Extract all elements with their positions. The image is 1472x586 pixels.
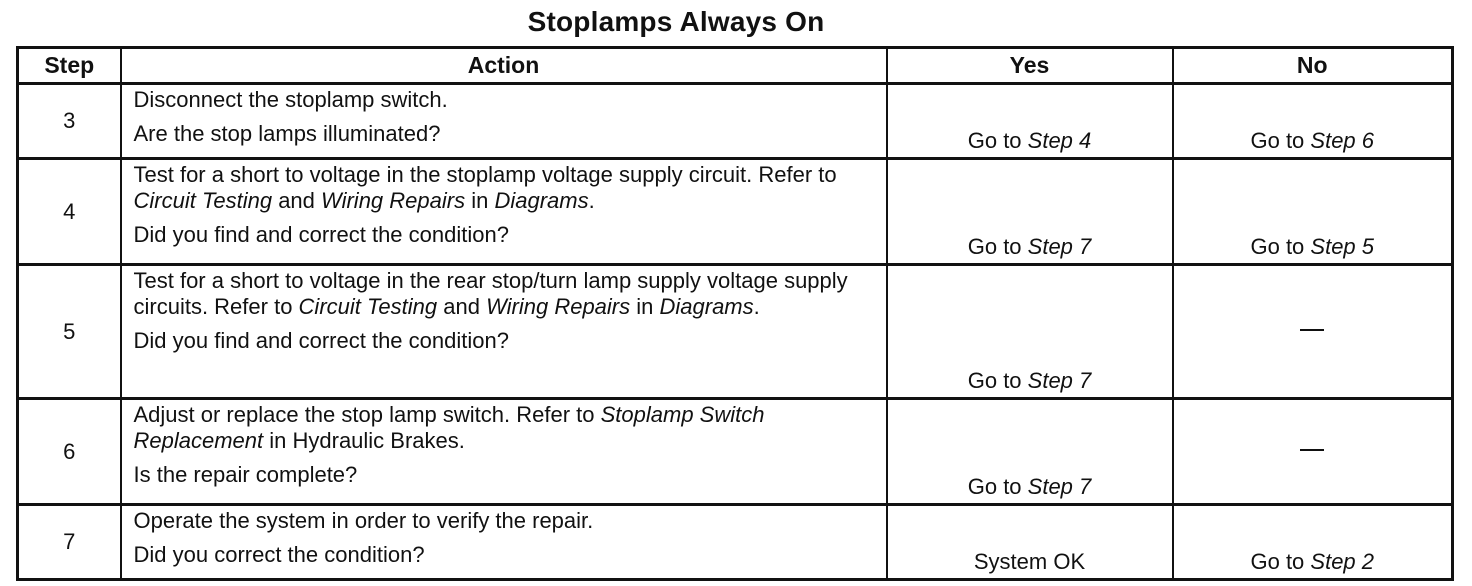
yes-cell: [887, 265, 1173, 399]
step-number: 5: [18, 265, 121, 399]
column-header-action: Action: [121, 48, 887, 84]
action-instruction: [134, 402, 876, 454]
action-question: [134, 462, 876, 488]
reference-text: Diagrams: [659, 294, 754, 319]
not-applicable-dash: [1300, 449, 1324, 451]
no-cell: [1173, 399, 1453, 505]
table-row: [18, 399, 1453, 505]
action-text: Is the repair complete?: [133, 462, 358, 487]
reference-text: Stoplamp Switch Replacement: [133, 402, 765, 453]
no-cell: [1173, 84, 1453, 159]
reference-text: Circuit Testing: [298, 294, 438, 319]
yes-result-text: Go to: [967, 128, 1028, 153]
no-cell: [1173, 265, 1453, 399]
yes-step-reference: Step 7: [1027, 234, 1092, 259]
action-question: [134, 542, 876, 568]
yes-result-text: Go to: [967, 368, 1028, 393]
table-row: [18, 505, 1453, 580]
no-result-text: Go to: [1250, 234, 1311, 259]
table-row: [18, 84, 1453, 159]
action-cell: [121, 399, 887, 505]
step-number: 7: [18, 505, 121, 580]
reference-text: Wiring Repairs: [321, 188, 466, 213]
step-number: 6: [18, 399, 121, 505]
no-step-reference: Step 2: [1310, 549, 1375, 574]
action-text: Adjust or replace the stop lamp switch. Refer to: [133, 402, 601, 427]
yes-result-text: Go to: [967, 234, 1028, 259]
diagnostic-table: [16, 46, 1454, 581]
action-cell: [121, 265, 887, 399]
column-header-no: No: [1173, 48, 1453, 84]
action-text: Are the stop lamps illuminated?: [133, 121, 441, 146]
header-row: [18, 48, 1453, 84]
no-step-reference: Step 6: [1310, 128, 1375, 153]
table-row: [18, 159, 1453, 265]
no-cell: [1173, 159, 1453, 265]
action-text: and: [272, 188, 322, 213]
reference-text: Wiring Repairs: [486, 294, 631, 319]
yes-step-reference: Step 7: [1027, 474, 1092, 499]
action-instruction: [134, 508, 876, 534]
action-text: .: [588, 188, 595, 213]
yes-result-text: System OK: [973, 549, 1086, 574]
table-row: [18, 265, 1453, 399]
yes-cell: [887, 505, 1173, 580]
action-text: in: [465, 188, 495, 213]
reference-text: Circuit Testing: [133, 188, 273, 213]
step-number: 3: [18, 84, 121, 159]
column-header-yes: Yes: [887, 48, 1173, 84]
yes-step-reference: Step 7: [1027, 368, 1092, 393]
action-text: Did you correct the condition?: [133, 542, 425, 567]
yes-result-text: Go to: [967, 474, 1028, 499]
step-number: 4: [18, 159, 121, 265]
yes-cell: [887, 159, 1173, 265]
action-instruction: [134, 87, 876, 113]
yes-cell: [887, 84, 1173, 159]
yes-step-reference: Step 4: [1027, 128, 1092, 153]
action-instruction: [134, 162, 876, 214]
action-text: and: [437, 294, 487, 319]
no-result-text: Go to: [1250, 128, 1311, 153]
action-text: Did you find and correct the condition?: [133, 328, 509, 353]
action-text: .: [753, 294, 760, 319]
action-cell: [121, 159, 887, 265]
action-text: Disconnect the stoplamp switch.: [133, 87, 448, 112]
no-result-text: Go to: [1250, 549, 1311, 574]
column-header-step: Step: [18, 48, 121, 84]
no-step-reference: Step 5: [1310, 234, 1375, 259]
action-question: [134, 328, 876, 354]
reference-text: Diagrams: [494, 188, 589, 213]
document-title: Stoplamps Always On: [527, 6, 825, 37]
action-question: [134, 121, 876, 147]
action-cell: [121, 84, 887, 159]
action-text: Test for a short to voltage in the stoplamp voltage supply circuit. Refer to: [133, 162, 837, 187]
action-text: Operate the system in order to verify the repair.: [133, 508, 594, 533]
no-cell: [1173, 505, 1453, 580]
yes-cell: [887, 399, 1173, 505]
action-text: in: [630, 294, 660, 319]
action-text: in Hydraulic Brakes.: [263, 428, 465, 453]
action-text: Test for a short to voltage in the rear stop/turn lamp supply voltage supply circuits. Refer to: [133, 268, 848, 319]
action-instruction: [134, 268, 876, 320]
action-question: [134, 222, 876, 248]
not-applicable-dash: [1300, 329, 1324, 331]
action-text: Did you find and correct the condition?: [133, 222, 509, 247]
action-cell: [121, 505, 887, 580]
